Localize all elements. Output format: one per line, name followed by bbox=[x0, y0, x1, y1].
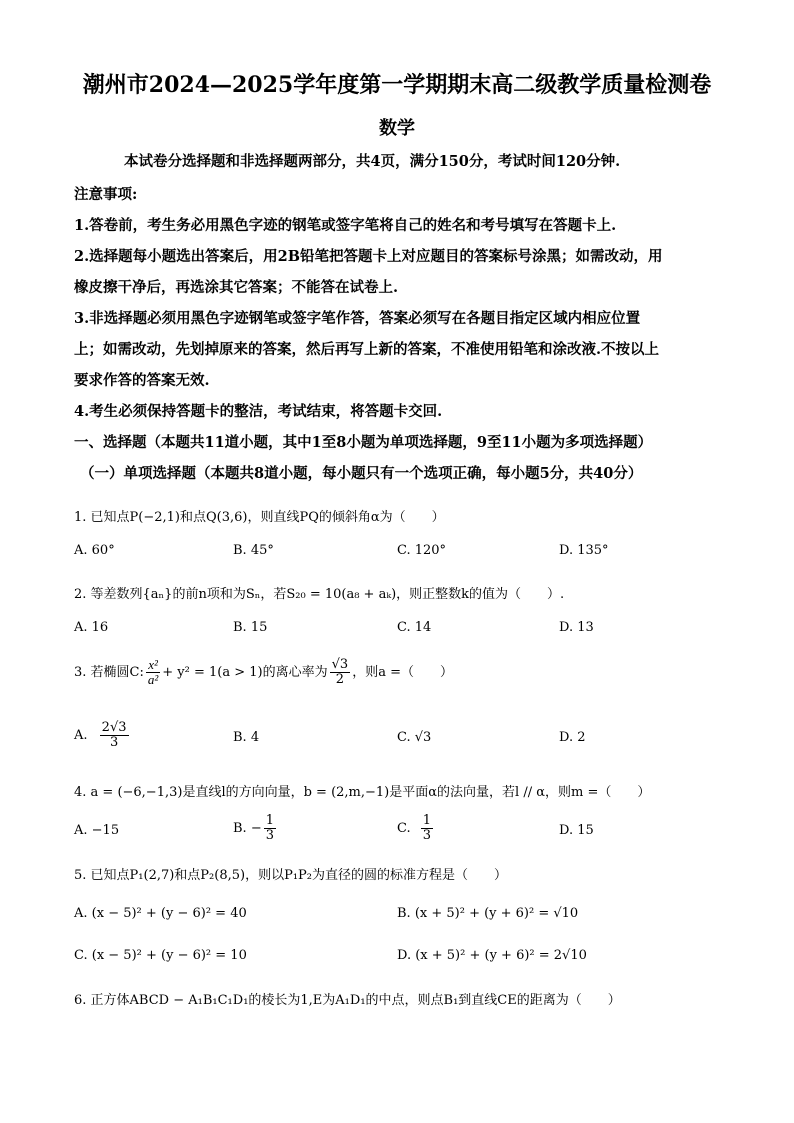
question-3-stem-part-2: + y² = 1(a > 1)的离心率为 bbox=[162, 665, 328, 680]
exam-intro: 本试卷分选择题和非选择题两部分，共4页，满分150分，考试时间120分钟. bbox=[124, 153, 621, 170]
question-2-option-c: C. 14 bbox=[397, 620, 432, 635]
question-3-option-a-fraction bbox=[100, 721, 129, 749]
question-1-option-d: D. 135° bbox=[559, 543, 609, 558]
note-2-line-1: 2.选择题每小题选出答案后，用2B铅笔把答题卡上对应题目的答案标号涂黑；如需改动，用 bbox=[74, 248, 663, 265]
question-4-option-d: D. 15 bbox=[559, 823, 594, 838]
question-4-option-b-label: B. − bbox=[233, 821, 262, 836]
question-3-stem-part-1: 3. 若椭圆C: bbox=[74, 665, 144, 680]
question-2-stem: 2. 等差数列{aₙ}的前n项和为Sₙ，若S₂₀ = 10(a₈ + aₖ)，则正整数k的值为（ ）. bbox=[74, 587, 565, 602]
eccentricity-fraction bbox=[330, 658, 351, 686]
subject-title: 数学 bbox=[379, 118, 415, 139]
question-4-option-c-numerator: 1 bbox=[422, 813, 432, 829]
question-3-option-c: C. √3 bbox=[397, 730, 432, 745]
question-4-option-b-denominator: 3 bbox=[265, 828, 274, 843]
question-1-option-a: A. 60° bbox=[74, 543, 115, 558]
question-3-option-a-denominator: 3 bbox=[109, 735, 119, 750]
question-4-option-c-denominator: 3 bbox=[422, 828, 432, 843]
notes-heading: 注意事项: bbox=[74, 186, 138, 203]
question-4-option-c-fraction bbox=[421, 814, 433, 842]
question-4-option-b-numerator: 1 bbox=[265, 813, 274, 829]
question-1-option-b: B. 45° bbox=[233, 543, 274, 558]
note-3-line-1: 3.非选择题必须用黑色字迹钢笔或签字笔作答，答案必须写在各题目指定区域内相应位置 bbox=[74, 310, 641, 327]
question-2-option-a: A. 16 bbox=[74, 620, 109, 635]
question-5-option-a: A. (x − 5)² + (y − 6)² = 40 bbox=[74, 906, 247, 921]
question-4-option-a: A. −15 bbox=[74, 823, 120, 838]
question-2-option-b: B. 15 bbox=[233, 620, 268, 635]
question-3-stem bbox=[74, 657, 453, 689]
note-1: 1.答卷前，考生务必用黑色字迹的钢笔或签字笔将自己的姓名和考号填写在答题卡上. bbox=[74, 217, 617, 234]
question-1-option-c: C. 120° bbox=[397, 543, 447, 558]
question-5-option-c: C. (x − 5)² + (y − 6)² = 10 bbox=[74, 948, 247, 963]
question-4-option-b-fraction bbox=[264, 814, 276, 842]
question-3-option-d: D. 2 bbox=[559, 730, 586, 745]
question-6-stem: 6. 正方体ABCD − A₁B₁C₁D₁的棱长为1,E为A₁D₁的中点，则点B₁到直线CE的距离为（ ） bbox=[74, 993, 621, 1008]
ellipse-x-denominator: a² bbox=[147, 672, 159, 687]
question-5-stem: 5. 已知点P₁(2,7)和点P₂(8,5)，则以P₁P₂为直径的圆的标准方程是（ ） bbox=[74, 868, 508, 883]
question-4-option-c-label: C. bbox=[397, 821, 411, 836]
question-5-option-b: B. (x + 5)² + (y + 6)² = √10 bbox=[397, 906, 579, 921]
exam-title: 潮州市2024—2025学年度第一学期期末高二级教学质量检测卷 bbox=[82, 72, 712, 98]
question-4-option-b bbox=[233, 813, 278, 845]
question-3-option-a-numerator: 2√3 bbox=[101, 720, 127, 736]
note-2-line-2: 橡皮擦干净后，再选涂其它答案；不能答在试卷上. bbox=[74, 279, 399, 296]
question-1-stem: 1. 已知点P(−2,1)和点Q(3,6)，则直线PQ的倾斜角α为（ ） bbox=[74, 510, 445, 525]
note-3-line-2: 上；如需改动，先划掉原来的答案，然后再写上新的答案，不准使用铅笔和涂改液.不按以上 bbox=[74, 341, 660, 358]
question-4-option-c bbox=[397, 813, 435, 845]
note-4: 4.考生必须保持答题卡的整洁，考试结束，将答题卡交回. bbox=[74, 403, 443, 420]
question-3-stem-part-3: ，则a =（ ） bbox=[352, 665, 453, 680]
question-4-stem: 4. a = (−6,−1,3)是直线l的方向向量，b = (2,m,−1)是平面α的法向量，若l // α，则m =（ ） bbox=[74, 785, 651, 800]
note-3-line-3: 要求作答的答案无效. bbox=[74, 372, 210, 389]
question-2-option-d: D. 13 bbox=[559, 620, 594, 635]
ellipse-x-numerator: x² bbox=[146, 658, 160, 673]
question-5-option-d: D. (x + 5)² + (y + 6)² = 2√10 bbox=[397, 948, 587, 963]
section-subheading: （一）单项选择题（本题共8道小题，每小题只有一个选项正确，每小题5分，共40分） bbox=[80, 465, 643, 482]
question-3-option-a bbox=[74, 720, 131, 752]
ellipse-x-fraction bbox=[146, 658, 160, 686]
section-heading: 一、选择题（本题共11道小题，其中1至8小题为单项选择题，9至11小题为多项选择题） bbox=[74, 434, 653, 451]
question-3-option-a-label: A. bbox=[74, 728, 88, 743]
eccentricity-numerator: √3 bbox=[331, 657, 349, 673]
question-3-option-b: B. 4 bbox=[233, 730, 260, 745]
eccentricity-denominator: 2 bbox=[335, 672, 345, 687]
